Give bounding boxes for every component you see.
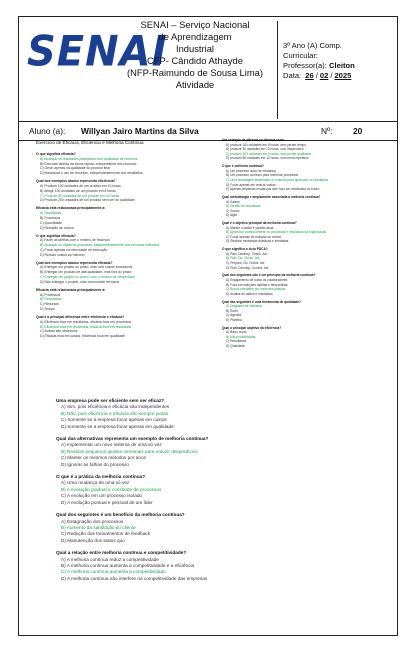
answer-option-correct: B) Eficiência foca em processos, eficácia foca em resultados xyxy=(40,324,132,329)
teacher-label: Professor(a): xyxy=(283,61,327,70)
question-text: Qual das alternativas representa um exemplo de melhoria contínua? xyxy=(56,436,209,442)
question-block xyxy=(222,138,372,161)
school-line: CFP- Cândido Athayde xyxy=(147,55,243,66)
answer-option: A) Engajamento de todos os colaboradores xyxy=(226,277,288,282)
answer-option: D) Somente se a empresa focar apenas em qualidade xyxy=(61,423,174,429)
date-sep: / xyxy=(330,71,333,80)
question-text: O que significa eficácia? xyxy=(36,233,76,238)
school-info xyxy=(119,19,271,91)
question-block xyxy=(36,315,198,339)
answer-option: A) Sim, pois eficiência e eficácia são independentes xyxy=(61,404,170,410)
answer-option: A) Estagnação dos processos xyxy=(61,518,124,524)
question-block xyxy=(222,164,372,192)
answer-option: D) Qualidade xyxy=(226,344,245,349)
answer-option: D) A evolução pontual e pessoal de um líder xyxy=(61,499,153,505)
student-number: 20 xyxy=(353,126,363,136)
answer-option: D) Ignorar as falhas do processo xyxy=(61,461,130,467)
answer-option: D) Produzir 200 unidades de um produto sem ver de qualidade xyxy=(40,198,135,203)
date-month: 02 xyxy=(319,71,329,80)
answer-option: A) Eficiência foca em resultados, eficácia foca em processos xyxy=(40,319,132,324)
answer-option: D) A melhoria contínua não interfere na competitividade das empresas xyxy=(61,575,208,581)
date-row xyxy=(283,71,397,81)
answer-option: C) Ambas são sinônimos xyxy=(40,329,78,334)
right-column xyxy=(222,138,372,352)
question-block xyxy=(56,512,356,544)
answer-option: D) Planilha xyxy=(226,317,242,322)
answer-option: B) Excel xyxy=(226,308,238,313)
question-block xyxy=(36,152,198,176)
header xyxy=(19,17,397,125)
answer-option: A) A melhoria contínua reduz a competitividade xyxy=(61,556,159,562)
answer-option: D) Agile xyxy=(226,213,238,218)
school-line: Industrial xyxy=(175,43,215,54)
question-block xyxy=(222,273,372,296)
answer-option: A) Entregar um projeto no prazo, mas com custos excessivos xyxy=(40,265,133,270)
date-sep: / xyxy=(315,71,318,80)
answer-option: D) Tempo xyxy=(40,307,55,312)
answer-option: D) Eficácia foca em custos, eficiência foca em qualidade xyxy=(40,334,125,339)
question-text: Qual metodologia é amplamente associada à melhoria contínua? xyxy=(222,194,321,199)
student-name: Willyan Jairo Martins da Silva xyxy=(81,126,199,136)
answer-option: B) Processos xyxy=(40,215,61,220)
question-block xyxy=(222,326,372,349)
answer-option: D) Realizar mudanças drásticas e imediatas xyxy=(226,239,289,244)
answer-option-correct: C) A melhoria contínua aumenta a competitividade xyxy=(61,569,166,575)
answer-option-correct: B) Gestão de resultados xyxy=(226,204,261,209)
answer-option: A) Implementar um novo sistema de uma só vez xyxy=(61,442,162,448)
answer-option: C) Scrum xyxy=(226,208,240,213)
question-text: O que significa eficácia? xyxy=(36,152,76,156)
answer-option: C) Focar apenas na velocidade de execução xyxy=(40,247,108,252)
question-block xyxy=(56,474,356,506)
answer-option-correct: B) Plan, Do, Check, Act xyxy=(226,256,260,261)
date-label: Data: xyxy=(283,71,302,80)
answer-option: D) Plan, Develop, Control, Act xyxy=(226,265,269,270)
student-label: Aluno (a): xyxy=(29,126,66,136)
answer-option: D) Análise de dados e resultados xyxy=(226,291,273,296)
question-text: Um exemplo de eficácia na eficácia seria: xyxy=(222,138,285,142)
answer-option-correct: A) Alcançar os resultados planejados com qualidade de recursos xyxy=(40,156,138,161)
class-info xyxy=(283,41,397,81)
answer-option: B) Foco em soluções rápidas e temporárias xyxy=(226,282,288,287)
answer-option-correct: A) Resultados xyxy=(40,211,62,216)
answer-option: C) Agenda xyxy=(226,313,242,318)
question-block xyxy=(222,221,372,244)
question-text: Qual o principal objetivo da eficiência? xyxy=(222,325,282,330)
answer-option: E) Apenas pequenas mudanças sem foco em resultados no futuro xyxy=(226,187,320,192)
answer-option: C) Quantidade xyxy=(40,220,63,225)
answer-option: C) Prepare, Do, Check, Act xyxy=(226,261,265,265)
question-text: O que é a prática da melhoria contínua? xyxy=(56,474,146,480)
answer-option: B) A melhoria contínua aumenta a competitividade e a eficiência xyxy=(61,562,195,568)
answer-option-correct: C) Entregar um projeto no prazo, com o mínimo de desperdício xyxy=(40,275,135,280)
answer-option-correct: C) Busca constante por melhores práticas xyxy=(226,287,286,292)
answer-option: A) produzir 100 unidades em 8 horas, sem perder tempo xyxy=(226,142,307,147)
right-questions xyxy=(222,138,372,349)
answer-option-correct: A) Diagrama de Ishikawa xyxy=(226,304,262,309)
answer-option-correct: C) produzir 200 unidades em 8 horas, sem perder qualidade xyxy=(226,151,312,156)
question-block xyxy=(56,550,356,582)
curriculum-label: Curricular: xyxy=(283,51,319,60)
answer-option: C) Redução dos treinamentos de feedback xyxy=(61,531,151,537)
question-text: Qual a relação entre melhoria contínua e competitividade? xyxy=(56,550,187,556)
question-text: Uma empresa pode ser eficiente sem ser eficaz? xyxy=(56,398,165,403)
question-block xyxy=(36,206,198,230)
question-text: O que significa o ciclo PDCA? xyxy=(222,247,268,252)
answer-option: D) Manutenção dos status quo xyxy=(61,537,125,543)
school-line: (NFP-Raimundo de Sousa Lima) xyxy=(127,67,263,78)
school-line: SENAI – Serviço Nacional xyxy=(140,19,250,30)
answer-option: B) produzir 50 unidades em 10 horas, com desperdício xyxy=(226,147,304,152)
answer-option: C) Manter os mesmos métodos por anos xyxy=(61,455,146,461)
answer-option-correct: B) Realizar pequenos ajustes semanais para reduzir desperdícios xyxy=(61,448,198,454)
answer-option-correct: B) Resultados xyxy=(40,297,62,302)
answer-option: B) Um processo contínuo para melhorar processos xyxy=(226,173,299,178)
question-block xyxy=(36,234,198,258)
question-block xyxy=(222,247,372,270)
answer-option: A) Produzir 100 unidades de um produto em 10 horas xyxy=(40,183,121,188)
answer-option: D) Maximizar o uso de recursos, independentemente dos resultados xyxy=(40,171,143,176)
answer-option-correct: B) A evolução gradual e constante de processos xyxy=(61,486,162,492)
answer-option-correct: B) Alcançar os objetivos propostos, independentemente dos recursos utilizados xyxy=(40,243,160,248)
question-text: Qual dos seguintes é um benefício da melhoria contínua? xyxy=(56,512,185,518)
left-column xyxy=(36,140,198,342)
question-text: Qual das seguintes é uma ferramenta de qualidade? xyxy=(222,299,302,304)
bottom-questions xyxy=(56,398,356,582)
answer-option: C) Resultados xyxy=(226,339,247,344)
answer-option: C) Focar apenas na redução de custos xyxy=(226,234,282,239)
answer-option: A) Fazer as tarefas com o mínimo de recursos xyxy=(40,238,110,243)
question-text: Eficácia está relacionada principalmente a: xyxy=(36,287,106,292)
answer-option: A) Plan, Develop, Check, Act xyxy=(226,251,267,256)
answer-option: D) Reduzir custos ao máximo xyxy=(40,252,85,257)
bottom-column xyxy=(56,398,356,588)
question-block xyxy=(222,195,372,218)
answer-option: D) Redução de custos xyxy=(40,225,74,230)
class-label: 3º Ano (A) Comp. xyxy=(283,41,342,50)
question-block xyxy=(56,436,356,468)
answer-option: D) Focar apenas em reduzir custos xyxy=(226,182,276,187)
answer-option: C) Gerar apenas na qualidade do produto final xyxy=(40,166,110,171)
school-line: Atividade xyxy=(175,79,215,90)
answer-option: C) A evolução em um processo isolado xyxy=(61,493,143,499)
answer-option-correct: B) Aumento da satisfação do cliente xyxy=(61,524,136,530)
question-text: O que é melhoria contínua? xyxy=(222,164,264,169)
question-block xyxy=(222,300,372,323)
answer-option: A) Kaizen xyxy=(226,199,240,204)
left-questions xyxy=(36,152,198,339)
question-text: Qual dos exemplos abaixo representa eficácia? xyxy=(36,260,113,265)
question-text: Qual dos exemplos abaixo representa eficiência? xyxy=(36,179,116,184)
answer-option-correct: B) Alta produtividade xyxy=(226,334,256,339)
answer-option: B) Atingir 100 unidades de um produto em 8 horas xyxy=(40,188,116,193)
question-block xyxy=(36,288,198,312)
answer-option: A) Manter o status e padrão atual xyxy=(226,225,274,230)
answer-option: A) Processos xyxy=(40,292,61,297)
answer-option-correct: B) Não, pois eficiência e eficácia são sempre juntas xyxy=(61,410,169,416)
teacher-value: Cleiton xyxy=(329,61,355,70)
number-label: Nº: xyxy=(321,126,333,136)
answer-option: C) Recursos xyxy=(40,302,59,307)
question-block xyxy=(36,179,198,203)
senai-logo: SENAI xyxy=(27,27,168,77)
answer-option-correct: C) Uma abordagem sistemática e contínua para aprimorar os resultados xyxy=(226,177,329,182)
answer-option: A) Um processo único de mudança xyxy=(226,168,276,173)
date-day: 26 xyxy=(305,71,314,80)
header-divider xyxy=(277,21,278,119)
answer-option: B) Entregar um produto de alta qualidade, mas fora do prazo xyxy=(40,270,132,275)
date-year: 2025 xyxy=(334,71,352,80)
answer-option: C) Somente se a empresa focar apenas em custos xyxy=(61,417,167,423)
answer-option-correct: B) Aprimorar continuamente os processos e resultados da organização xyxy=(226,230,327,235)
school-line: de Aprendizagem xyxy=(158,31,232,42)
document-title: Exercício de Eficácia, Eficiência e Melhoria Contínua xyxy=(36,140,144,145)
answer-option: D) Não entregar o projeto, mas economizar recursos xyxy=(40,279,120,284)
answer-option: D) produzir 80 unidades em 12 horas, com erros repetidos xyxy=(226,156,309,161)
answer-option-correct: C) Produzir 50 unidades de um produto em 10 horas xyxy=(40,193,120,198)
question-text: Qual dos seguintes não é um princípio da melhoria contínua? xyxy=(222,273,316,278)
teacher-row xyxy=(283,61,397,71)
answer-option: B) Executar tarefas da forma rápida, independente dos recursos xyxy=(40,161,137,166)
question-text: Qual é o objetivo principal da melhoria contínua? xyxy=(222,221,297,226)
question-block xyxy=(36,261,198,285)
answer-option: A) Baixo custo xyxy=(226,330,247,335)
answer-option: A) Uma mudança de uma só vez xyxy=(61,480,130,486)
question-text: Qual é a principal diferença entre eficiência e eficácia? xyxy=(36,315,125,320)
question-block xyxy=(56,398,356,430)
question-text: Eficácia está relacionada principalmente a: xyxy=(36,206,106,211)
